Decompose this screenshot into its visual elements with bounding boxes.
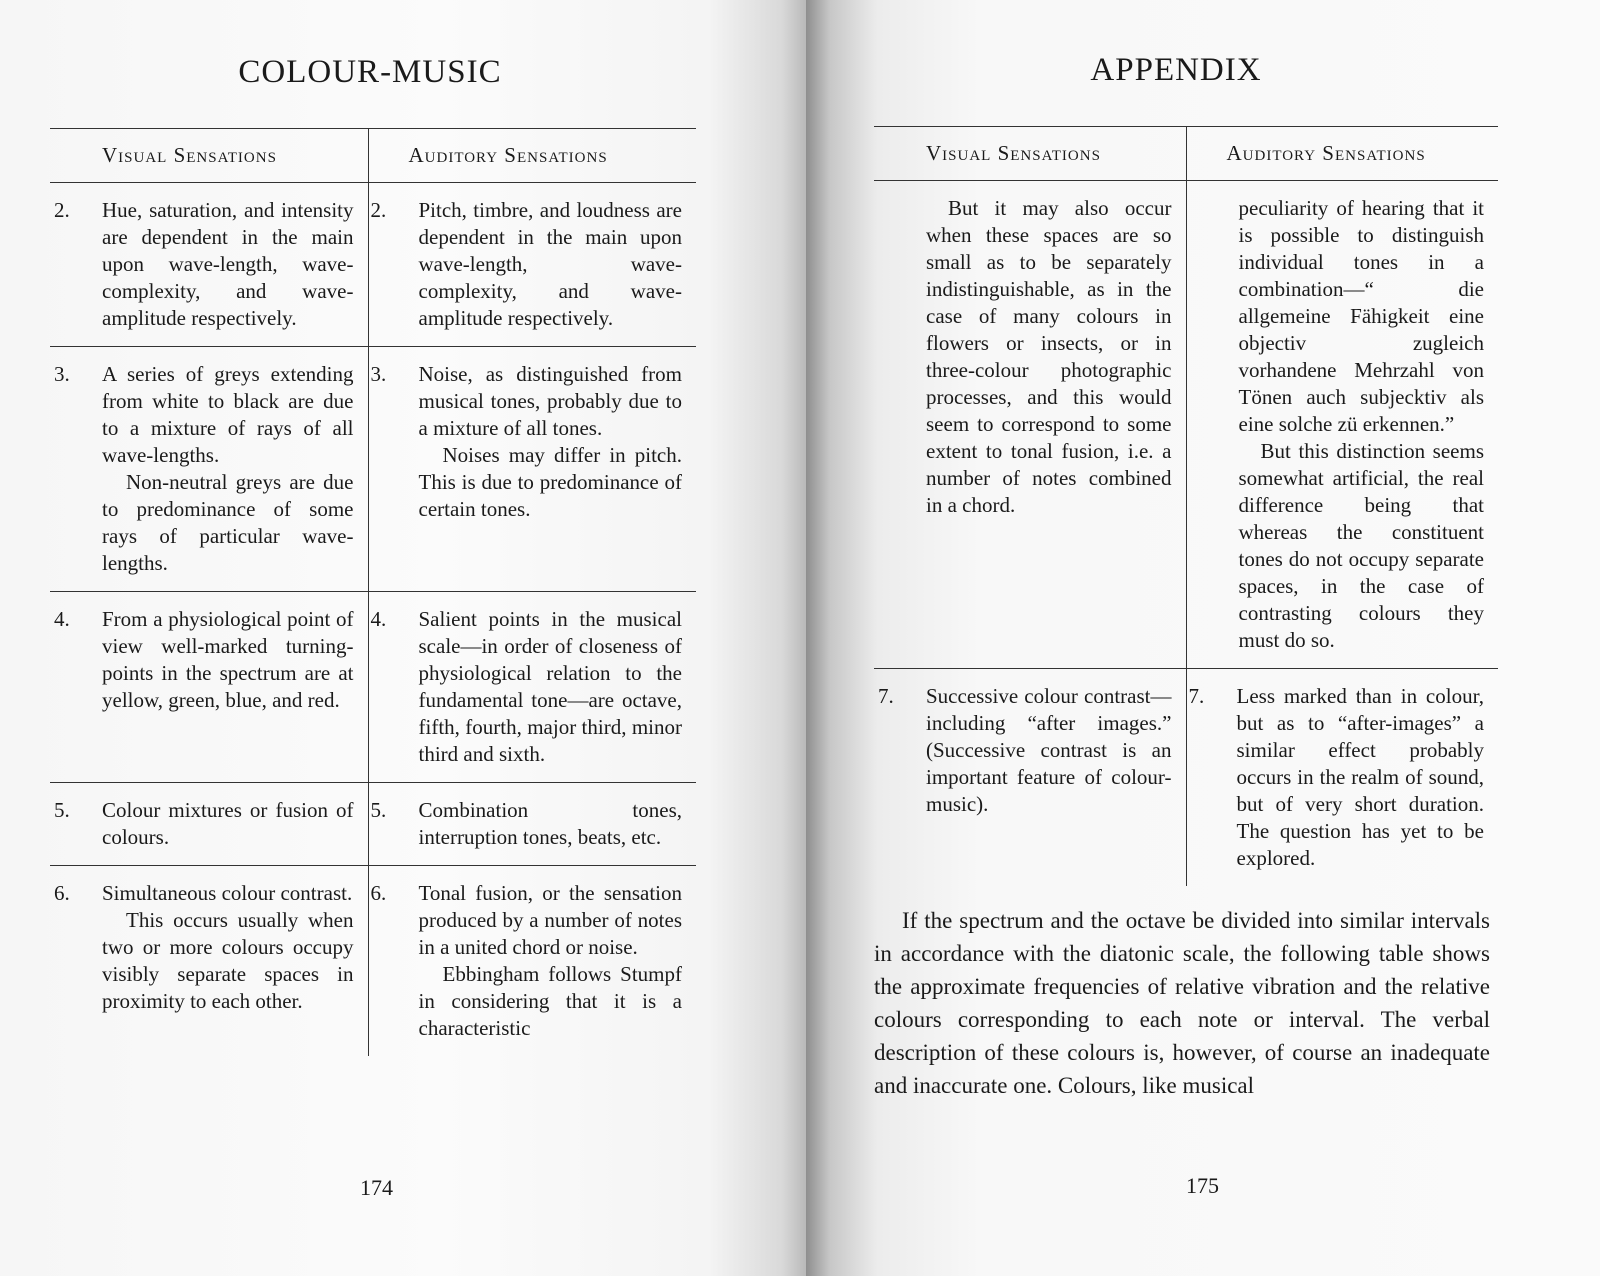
- visual-text-continued: Non-neutral greys are due to predominance of some rays of particular wave-lengths.: [102, 470, 354, 575]
- item-number: 3.: [370, 362, 387, 386]
- auditory-text: Less marked than in colour, but as to “after-images” a similar effect probably occurs in the realm of sound, but of very short duration. The question has yet to be explored.: [1236, 684, 1484, 870]
- item-number: 5.: [54, 798, 70, 822]
- item-number: 7.: [1188, 684, 1205, 708]
- visual-text: Successive colour contrast—including “after images.” (Successive contrast is an important feature of colour-music).: [926, 684, 1172, 816]
- item-number: 2.: [370, 198, 387, 222]
- table-row: [50, 347, 696, 592]
- auditory-cell: [368, 783, 696, 866]
- auditory-cell: [368, 866, 696, 1057]
- auditory-cell: [1186, 181, 1498, 669]
- auditory-text-continued: Ebbingham follows Stumpf in considering that it is a characteristic: [418, 962, 682, 1040]
- item-number: 7.: [878, 684, 894, 708]
- visual-text: Colour mixtures or fusion of colours.: [102, 798, 354, 849]
- table-row: [50, 866, 696, 1057]
- item-number: 4.: [54, 607, 70, 631]
- item-number: 6.: [54, 881, 70, 905]
- table-row: [50, 592, 696, 783]
- right-sensations-table: [874, 126, 1498, 886]
- auditory-text: Pitch, timbre, and loudness are dependent in the main upon wave-length, wave-complexity, and wave-amplitude respectively.: [418, 198, 682, 330]
- auditory-column-header: Auditory Sensations: [368, 129, 696, 183]
- item-number: 3.: [54, 362, 70, 386]
- auditory-column-header: Auditory Sensations: [1186, 127, 1498, 181]
- visual-column-header: Visual Sensations: [50, 129, 368, 183]
- auditory-text: Tonal fusion, or the sensation produced by a number of notes in a united chord or noise.: [418, 881, 682, 959]
- visual-cell: [50, 783, 368, 866]
- visual-text: A series of greys extending from white to black are due to a mixture of rays of all wave-lengths.: [102, 362, 354, 467]
- left-sensations-table: [50, 128, 696, 1056]
- auditory-cell: [368, 183, 696, 347]
- item-number: 5.: [370, 798, 387, 822]
- table-row: [50, 183, 696, 347]
- visual-text: Simultaneous colour contrast.: [102, 881, 353, 905]
- table-header-row: [874, 127, 1498, 181]
- body-paragraph: If the spectrum and the octave be divided into similar intervals in accordance with the diatonic scale, the following table shows the approximate frequencies of relative vibration and the relative colours corresponding to each note or interval. The verbal description of these colours is, however, of course an inadequate and inaccurate one. Colours, like musical: [874, 908, 1490, 1098]
- auditory-text-continued: Noises may differ in pitch. This is due to predominance of certain tones.: [418, 443, 682, 521]
- visual-text: Hue, saturation, and intensity are dependent in the main upon wave-length, wave-complexity, and wave-amplitude respectively.: [102, 198, 354, 330]
- visual-cell: [874, 669, 1186, 887]
- visual-cell: [874, 181, 1186, 669]
- left-page-number: 174: [360, 1175, 393, 1200]
- auditory-text: Noise, as distinguished from musical tones, probably due to a mixture of all tones.: [418, 362, 682, 440]
- visual-text-continued: This occurs usually when two or more colours occupy visibly separate spaces in proximity to each other.: [102, 908, 354, 1013]
- visual-text: From a physiological point of view well-marked turning-points in the spectrum are at yellow, green, blue, and red.: [102, 607, 354, 712]
- table-row: [874, 181, 1498, 669]
- visual-cell: [50, 592, 368, 783]
- auditory-cell: [368, 592, 696, 783]
- auditory-cell: [368, 347, 696, 592]
- table-row: [874, 669, 1498, 887]
- auditory-text: Combination tones, interruption tones, beats, etc.: [418, 798, 682, 849]
- visual-text-continued: But it may also occur when these spaces are so small as to be separately indistinguishable, as in the case of many colours in flowers or insects, or in three-colour photographic processes, and this would seem to correspond to some extent to tonal fusion, i.e. a number of notes combined in a chord.: [926, 196, 1172, 517]
- item-number: 4.: [370, 607, 387, 631]
- auditory-text: Salient points in the musical scale—in order of closeness of physiological relation to the fundamental tone—are octave, fifth, fourth, major third, minor third and sixth.: [418, 607, 682, 766]
- visual-column-header: Visual Sensations: [874, 127, 1186, 181]
- auditory-text-continued-2: But this distinction seems somewhat artificial, the real difference being that whereas the constituent tones do not occupy separate spaces, in the case of contrasting colours they must do so.: [1238, 439, 1484, 652]
- visual-cell: [50, 183, 368, 347]
- right-running-head: APPENDIX: [1090, 52, 1262, 88]
- table-row: [50, 783, 696, 866]
- auditory-cell: [1186, 669, 1498, 887]
- left-running-head: COLOUR-MUSIC: [238, 54, 502, 90]
- item-number: 6.: [370, 881, 387, 905]
- table-header-row: [50, 129, 696, 183]
- auditory-text-continued: peculiarity of hearing that it is possible to distinguish individual tones in a combination—“ die allgemeine Fähigkeit eine objectiv zugleich vorhandene Mehrzahl von Tönen auch subjecktiv als eine solche zü erkennen.”: [1238, 196, 1484, 436]
- visual-cell: [50, 866, 368, 1057]
- item-number: 2.: [54, 198, 70, 222]
- right-page-number: 175: [1186, 1173, 1219, 1198]
- visual-cell: [50, 347, 368, 592]
- right-page: [806, 0, 1600, 1276]
